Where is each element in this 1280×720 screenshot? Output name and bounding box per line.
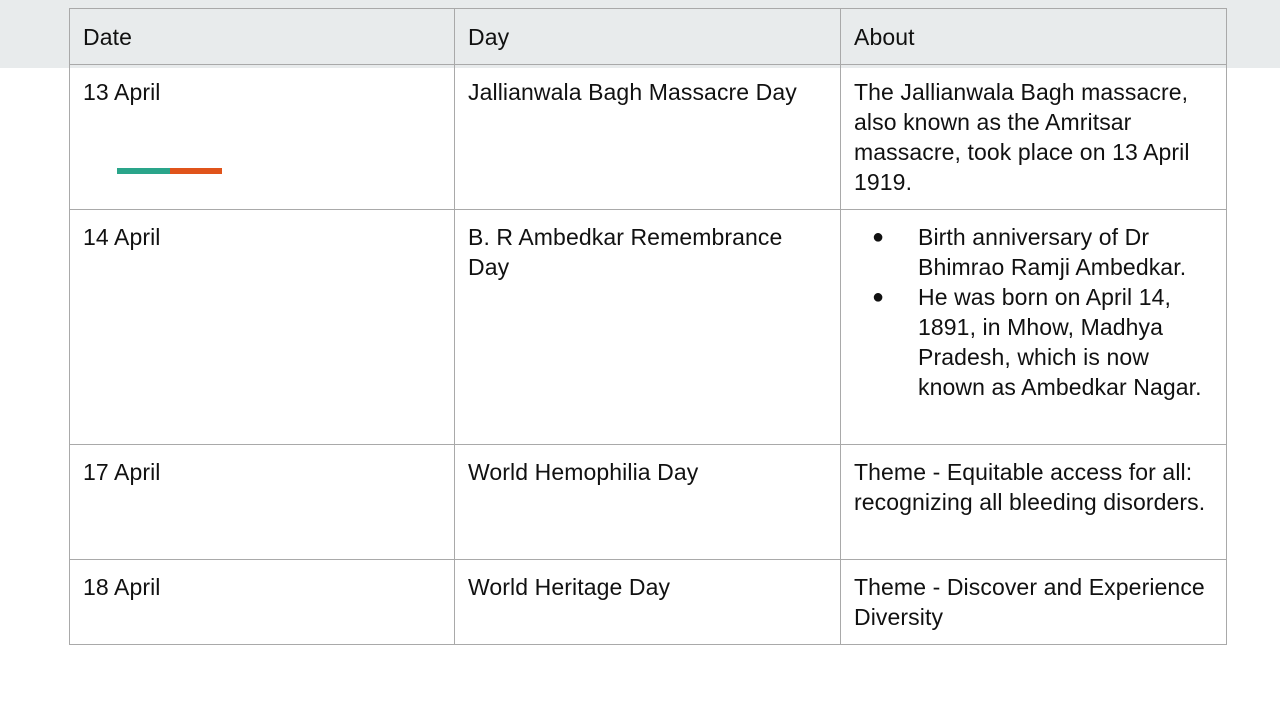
list-item	[854, 282, 1213, 402]
about-cell: The Jallianwala Bagh massacre, also known as the Amritsar massacre, took place on 13 April 1919.	[841, 65, 1227, 210]
events-table-container	[69, 8, 1226, 645]
date-cell	[70, 65, 455, 210]
about-bullet-list	[854, 222, 1213, 402]
date-cell: 18 April	[70, 560, 455, 645]
about-cell	[841, 210, 1227, 445]
list-item	[854, 222, 1213, 282]
column-header-date: Date	[70, 9, 455, 65]
bullet-icon: ●	[872, 286, 885, 308]
column-header-day: Day	[455, 9, 841, 65]
table-row	[70, 210, 1227, 445]
day-cell: World Heritage Day	[455, 560, 841, 645]
bullet-icon: ●	[872, 226, 885, 248]
day-cell: B. R Ambedkar Remembrance Day	[455, 210, 841, 445]
date-cell: 14 April	[70, 210, 455, 445]
table-row	[70, 560, 1227, 645]
day-cell: Jallianwala Bagh Massacre Day	[455, 65, 841, 210]
bullet-text: Birth anniversary of Dr Bhimrao Ramji Ambedkar.	[918, 224, 1187, 280]
date-cell: 17 April	[70, 445, 455, 560]
about-cell: Theme - Discover and Experience Diversity	[841, 560, 1227, 645]
column-header-about: About	[841, 9, 1227, 65]
table-row	[70, 445, 1227, 560]
table-row	[70, 65, 1227, 210]
green-segment	[117, 168, 170, 174]
bullet-text: He was born on April 14, 1891, in Mhow, Madhya Pradesh, which is now known as Ambedkar Nagar.	[918, 284, 1202, 400]
day-cell: World Hemophilia Day	[455, 445, 841, 560]
tricolor-accent-bar	[117, 168, 222, 174]
about-cell: Theme - Equitable access for all: recognizing all bleeding disorders.	[841, 445, 1227, 560]
orange-segment	[170, 168, 222, 174]
events-table	[69, 8, 1227, 645]
date-text: 13 April	[83, 79, 161, 105]
table-header-row	[70, 9, 1227, 65]
